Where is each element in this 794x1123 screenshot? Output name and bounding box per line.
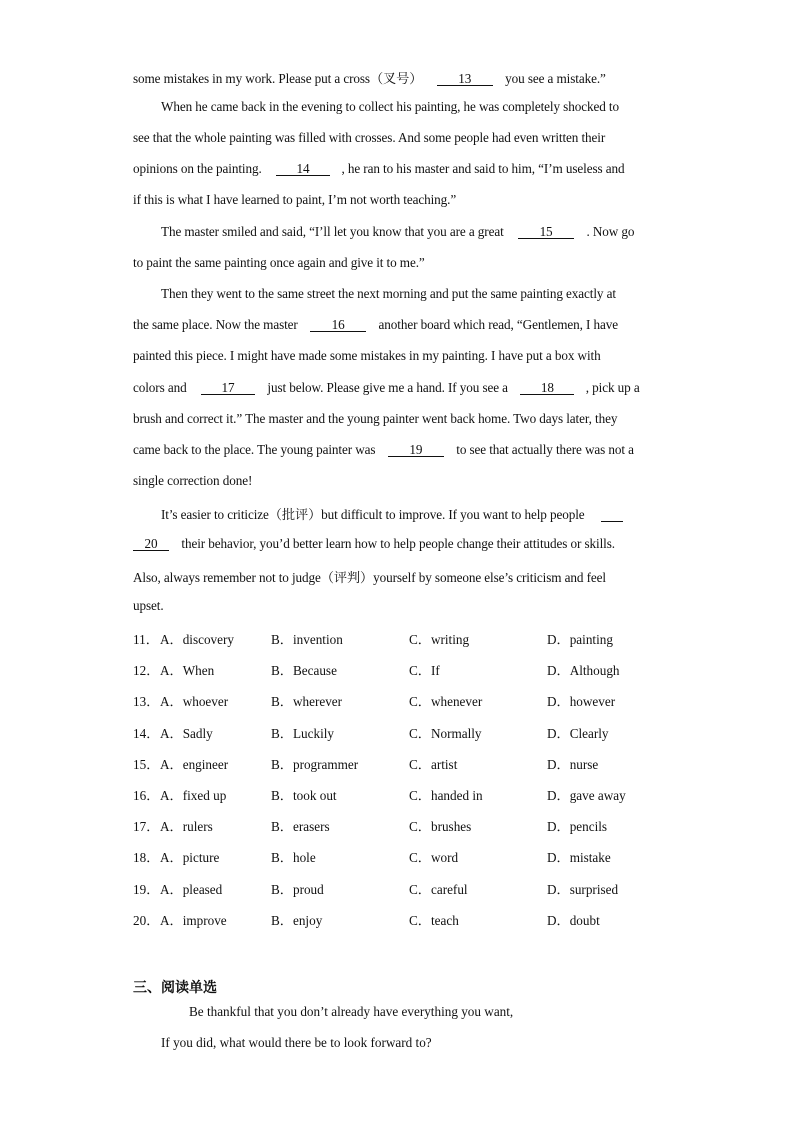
option-d: D．doubt xyxy=(547,912,600,928)
option-c: C．handed in xyxy=(409,788,483,803)
passage-line: painted this piece. I might have made some mistakes in my painting. I have put a box with xyxy=(133,348,601,363)
option-b: B．wherever xyxy=(271,694,343,710)
option-b: B．proud xyxy=(271,881,324,897)
text-segment: It’s easier to criticize（批评）but difficult to improve. If you want to help people xyxy=(161,507,585,522)
text-segment: their behavior, you’d better learn how to help people change their attitudes or skills. xyxy=(181,536,615,551)
passage-line xyxy=(133,161,624,177)
passage-line xyxy=(133,380,640,396)
option-b: B．erasers xyxy=(271,819,330,835)
option-d: D．nurse xyxy=(547,756,599,772)
text-segment: to see that actually there was not a xyxy=(456,442,634,457)
passage-line xyxy=(161,224,634,240)
poem-line: Be thankful that you don’t already have everything you want, xyxy=(189,1004,514,1019)
option-c: C．artist xyxy=(409,756,458,772)
option-a: A．rulers xyxy=(160,819,213,835)
passage-line: see that the whole painting was filled with crosses. And some people had even written their xyxy=(133,130,606,145)
passage-line xyxy=(161,504,623,523)
question-number: 13． xyxy=(133,694,160,710)
option-d: D．painting xyxy=(547,632,613,647)
blank-20: 20 xyxy=(133,537,169,551)
blank-17: 17 xyxy=(201,381,255,395)
option-c: C．careful xyxy=(409,881,468,897)
option-b: B．hole xyxy=(271,850,316,866)
blank-15: 15 xyxy=(518,225,574,239)
question-number: 15． xyxy=(133,756,160,772)
passage-line xyxy=(133,317,618,333)
text-segment: another board which read, “Gentlemen, I have xyxy=(378,317,618,332)
passage-line: Then they went to the same street the next morning and put the same painting exactly at xyxy=(161,286,616,301)
option-c: C．word xyxy=(409,850,459,866)
question-number: 16． xyxy=(133,788,160,803)
question-number: 11． xyxy=(133,632,159,647)
option-a: A．When xyxy=(160,663,215,679)
option-a: A．picture xyxy=(160,850,220,866)
option-a: A．fixed up xyxy=(160,788,227,803)
option-a: A．engineer xyxy=(160,756,229,772)
option-b: B．invention xyxy=(271,632,343,647)
option-c: C．brushes xyxy=(409,819,472,835)
passage-line: When he came back in the evening to collect his painting, he was completely shocked to xyxy=(161,99,619,114)
blank-19: 19 xyxy=(388,443,444,457)
text-segment: just below. Please give me a hand. If you see a xyxy=(267,380,508,395)
passage-line: brush and correct it.” The master and the young painter went back home. Two days later, they xyxy=(133,411,618,426)
question-number: 18． xyxy=(133,850,160,866)
section-title: 三、阅读单选 xyxy=(133,980,217,996)
passage-line: single correction done! xyxy=(133,473,253,488)
text-segment: opinions on the painting. xyxy=(133,161,262,176)
question-number: 17． xyxy=(133,819,160,835)
text-segment: , he ran to his master and said to him, “I’m useless and xyxy=(341,161,625,176)
blank-14: 14 xyxy=(276,162,330,176)
blank-13: 13 xyxy=(437,72,493,86)
text-segment: . Now go xyxy=(586,224,635,239)
option-d: D．surprised xyxy=(547,881,619,897)
passage-line xyxy=(133,536,615,552)
text-segment: came back to the place. The young painter was xyxy=(133,442,376,457)
option-d: D．Although xyxy=(547,663,620,679)
option-b: B．enjoy xyxy=(271,912,323,928)
option-a: A．Sadly xyxy=(160,725,213,741)
option-d: D．however xyxy=(547,694,616,710)
option-a: A．whoever xyxy=(160,694,229,710)
option-c: C．writing xyxy=(409,632,470,647)
option-d: D．gave away xyxy=(547,788,626,803)
question-number: 20． xyxy=(133,912,160,928)
text-segment: some mistakes in my work. Please put a cross（叉号） xyxy=(133,71,423,86)
blank-16: 16 xyxy=(310,318,366,332)
option-d: D．Clearly xyxy=(547,725,609,741)
poem-line: If you did, what would there be to look forward to? xyxy=(161,1035,432,1050)
text-segment: colors and xyxy=(133,380,187,395)
text-segment: you see a mistake.” xyxy=(505,71,606,86)
passage-line: if this is what I have learned to paint, I’m not worth teaching.” xyxy=(133,192,457,207)
option-a: A．discovery xyxy=(160,632,234,647)
blank-18: 18 xyxy=(520,381,574,395)
option-d: D．mistake xyxy=(547,850,611,866)
passage-line xyxy=(133,68,606,87)
option-a: A．pleased xyxy=(160,881,223,897)
option-b: B．programmer xyxy=(271,756,359,772)
option-d: D．pencils xyxy=(547,819,608,835)
text-segment: The master smiled and said, “I’ll let you know that you are a great xyxy=(161,224,504,239)
option-c: C．teach xyxy=(409,912,459,928)
option-a: A．improve xyxy=(160,912,227,928)
passage-line: upset. xyxy=(133,598,164,613)
option-c: C．whenever xyxy=(409,694,483,710)
option-b: B．took out xyxy=(271,788,337,803)
passage-line xyxy=(133,442,634,458)
passage-line: to paint the same painting once again and give it to me.” xyxy=(133,255,425,270)
option-b: B．Because xyxy=(271,663,337,679)
text-segment: , pick up a xyxy=(585,380,640,395)
option-c: C．If xyxy=(409,663,440,679)
option-c: C．Normally xyxy=(409,725,482,741)
passage-line: Also, always remember not to judge（评判）yourself by someone else’s criticism and feel xyxy=(133,570,606,585)
option-b: B．Luckily xyxy=(271,725,335,741)
blank-20-start xyxy=(601,508,623,522)
question-number: 14． xyxy=(133,725,160,741)
text-segment: the same place. Now the master xyxy=(133,317,298,332)
question-number: 19． xyxy=(133,881,160,897)
question-number: 12． xyxy=(133,663,160,679)
